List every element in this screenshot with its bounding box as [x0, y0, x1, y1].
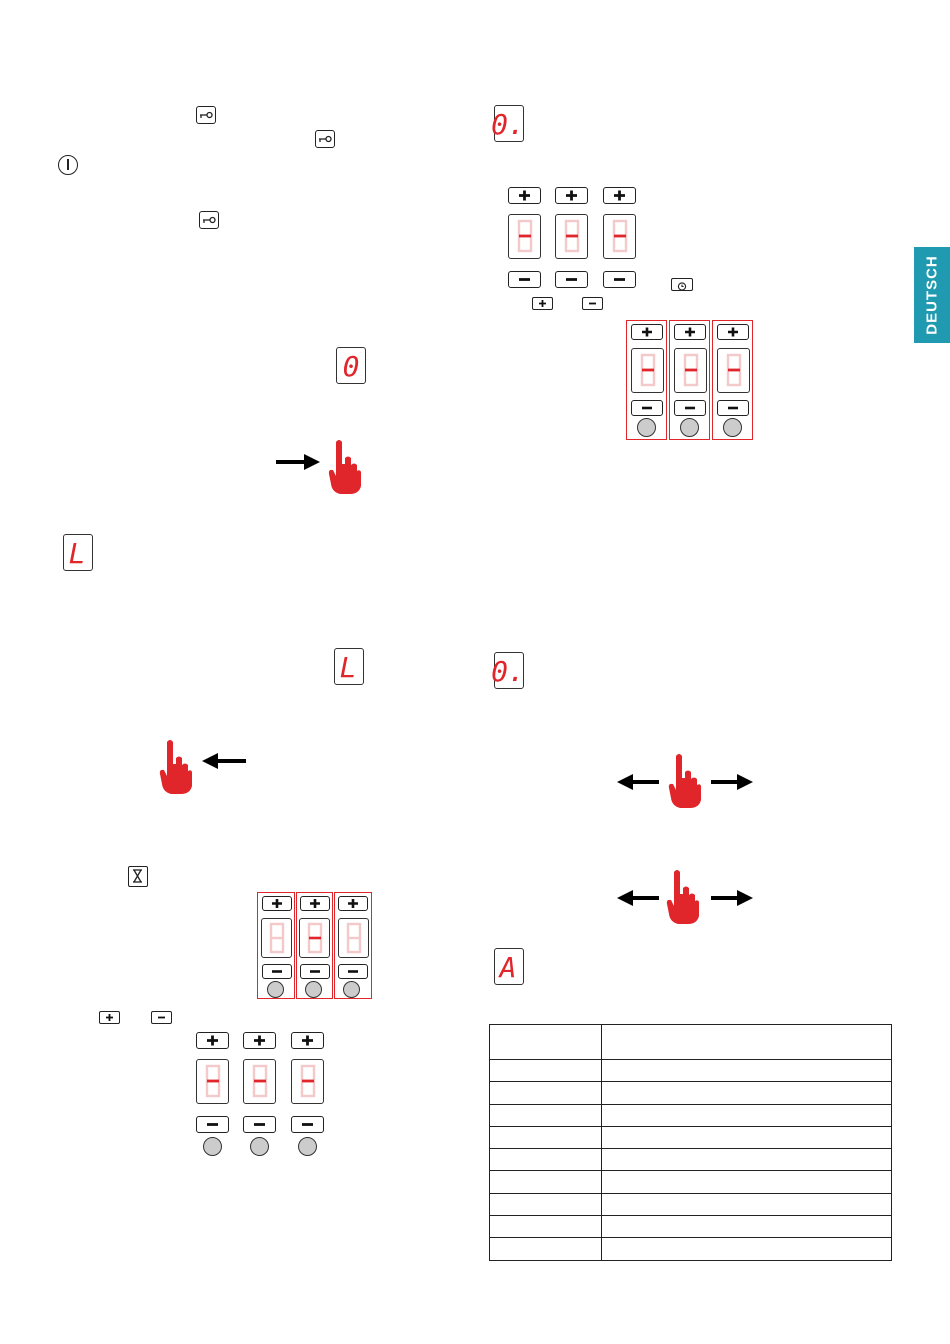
display-digit — [491, 105, 525, 142]
minus-button[interactable] — [631, 400, 663, 416]
arrow-right-icon — [711, 772, 753, 792]
table-row — [490, 1104, 892, 1126]
plus-button[interactable] — [717, 324, 749, 340]
minus-button[interactable] — [196, 1116, 229, 1133]
digit-display — [299, 918, 330, 958]
digit-display — [196, 1059, 229, 1104]
display-digit — [494, 948, 524, 985]
minus-button[interactable] — [674, 400, 706, 416]
plus-button[interactable] — [603, 187, 636, 204]
plus-button[interactable] — [674, 324, 706, 340]
digit-display — [508, 214, 541, 259]
indicator-led — [305, 981, 322, 998]
minus-button[interactable] — [603, 271, 636, 288]
plus-button[interactable] — [196, 1032, 229, 1049]
arrow-left-icon — [617, 888, 659, 908]
key-icon — [199, 211, 219, 229]
digit-display — [717, 348, 750, 393]
power-icon — [58, 155, 78, 175]
plus-button[interactable] — [262, 896, 292, 911]
indicator-led — [723, 418, 742, 437]
parameter-table — [489, 1024, 892, 1261]
indicator-led — [267, 981, 284, 998]
digit-display — [243, 1059, 276, 1104]
svg-text:L: L — [339, 651, 357, 684]
indicator-led — [637, 418, 656, 437]
table-row — [490, 1238, 892, 1260]
minus-button[interactable] — [291, 1116, 324, 1133]
svg-text:0.: 0. — [491, 655, 525, 688]
indicator-led — [203, 1137, 222, 1156]
display-digit — [334, 648, 364, 685]
table-row — [490, 1193, 892, 1215]
minus-icon — [151, 1011, 172, 1024]
table-row — [490, 1149, 892, 1171]
plus-button[interactable] — [631, 324, 663, 340]
digit-display — [291, 1059, 324, 1104]
digit-display — [603, 214, 636, 259]
table-row — [490, 1126, 892, 1148]
minus-button[interactable] — [508, 271, 541, 288]
arrow-left-icon — [617, 772, 659, 792]
table-row — [490, 1216, 892, 1238]
arrow-right-icon — [276, 452, 320, 472]
plus-button[interactable] — [300, 896, 330, 911]
display-digit — [336, 347, 366, 384]
indicator-led — [250, 1137, 269, 1156]
minus-button[interactable] — [717, 400, 749, 416]
hand-icon — [666, 752, 702, 808]
language-tab[interactable] — [914, 247, 950, 343]
plus-icon — [99, 1011, 120, 1024]
hourglass-icon — [128, 866, 148, 887]
plus-button[interactable] — [555, 187, 588, 204]
table-row — [490, 1060, 892, 1082]
minus-button[interactable] — [555, 271, 588, 288]
minus-button[interactable] — [243, 1116, 276, 1133]
key-icon — [315, 130, 335, 148]
display-digit — [63, 534, 93, 571]
indicator-led — [343, 981, 360, 998]
digit-display — [338, 918, 369, 958]
minus-button[interactable] — [338, 964, 368, 979]
plus-icon — [532, 297, 553, 310]
plus-button[interactable] — [338, 896, 368, 911]
table-header-row — [490, 1025, 892, 1060]
language-tab-label: DEUTSCH — [923, 255, 941, 335]
table-row — [490, 1082, 892, 1104]
svg-text:0: 0 — [342, 350, 360, 383]
minus-button[interactable] — [300, 964, 330, 979]
display-digit — [491, 652, 525, 689]
hand-icon — [664, 868, 700, 924]
indicator-led — [680, 418, 699, 437]
table-row — [490, 1171, 892, 1193]
plus-button[interactable] — [291, 1032, 324, 1049]
digit-display — [555, 214, 588, 259]
hand-icon — [157, 738, 193, 794]
key-icon — [196, 106, 216, 124]
hand-icon — [326, 438, 362, 494]
indicator-led — [298, 1137, 317, 1156]
plus-button[interactable] — [508, 187, 541, 204]
svg-text:0.: 0. — [491, 108, 525, 141]
minus-button[interactable] — [262, 964, 292, 979]
arrow-right-icon — [711, 888, 753, 908]
svg-text:A: A — [499, 951, 517, 984]
digit-display — [631, 348, 664, 393]
timer-icon — [671, 278, 693, 291]
digit-display — [261, 918, 292, 958]
minus-icon — [582, 297, 603, 310]
digit-display — [674, 348, 707, 393]
plus-button[interactable] — [243, 1032, 276, 1049]
svg-text:L: L — [68, 537, 86, 570]
arrow-left-icon — [202, 751, 246, 771]
